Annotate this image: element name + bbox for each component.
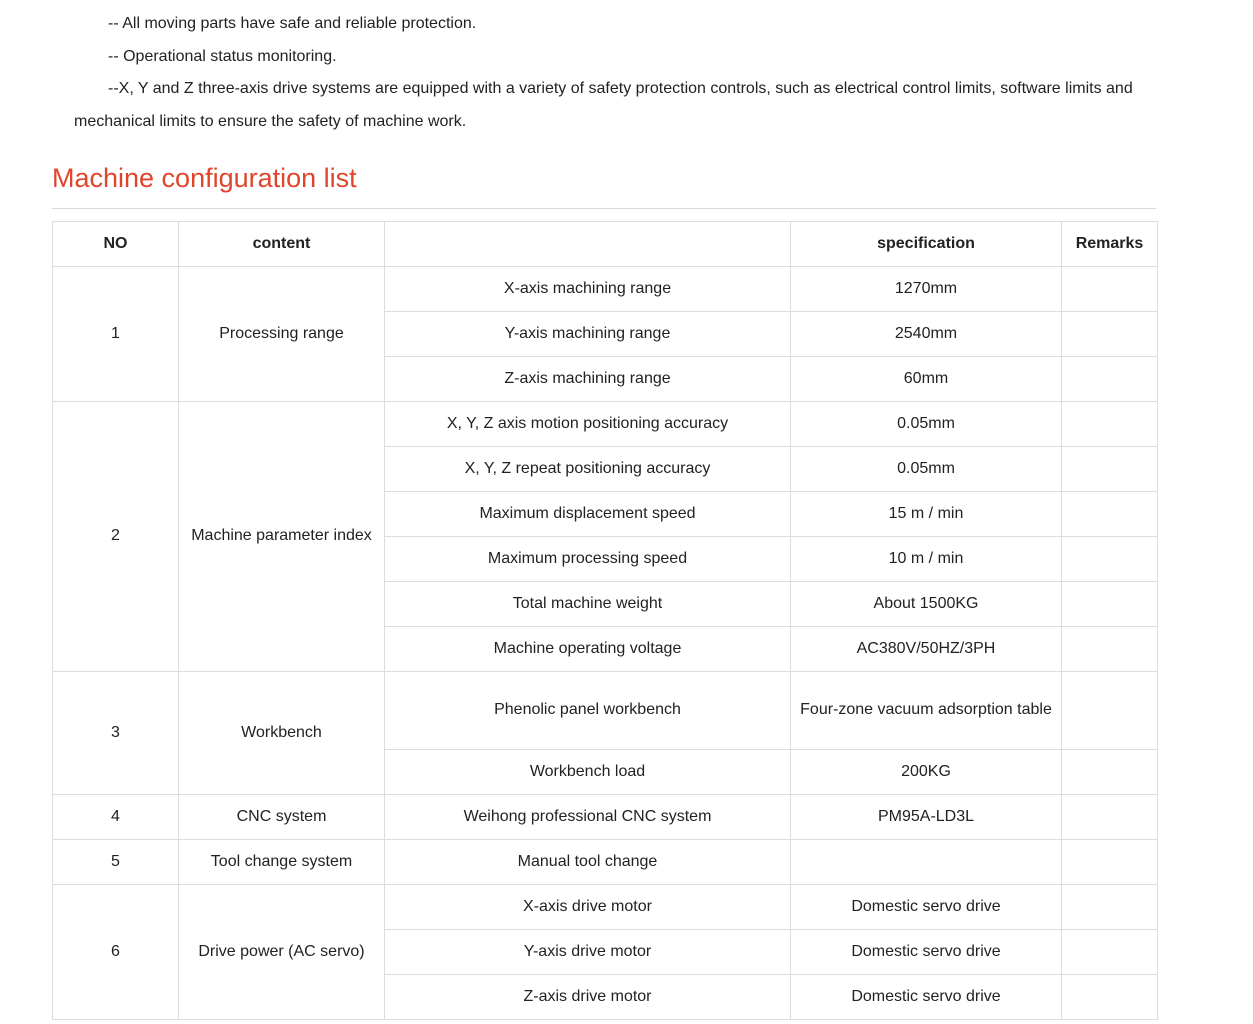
row-remarks bbox=[1062, 975, 1158, 1020]
header-item bbox=[385, 222, 791, 267]
header-content: content bbox=[179, 222, 385, 267]
row-spec: 1270mm bbox=[791, 267, 1062, 312]
table-row bbox=[53, 795, 1158, 840]
row-item: Weihong professional CNC system bbox=[385, 795, 791, 840]
group-content: CNC system bbox=[179, 795, 385, 840]
section-title: Machine configuration list bbox=[52, 163, 357, 193]
row-remarks bbox=[1062, 312, 1158, 357]
row-spec: About 1500KG bbox=[791, 582, 1062, 627]
row-remarks bbox=[1062, 492, 1158, 537]
group-no: 4 bbox=[53, 795, 179, 840]
table-row bbox=[53, 840, 1158, 885]
intro-line: -- All moving parts have safe and reliable protection. bbox=[108, 15, 477, 32]
row-spec bbox=[791, 840, 1062, 885]
row-remarks bbox=[1062, 537, 1158, 582]
row-spec: Domestic servo drive bbox=[791, 885, 1062, 930]
header-specification: specification bbox=[791, 222, 1062, 267]
row-spec: PM95A-LD3L bbox=[791, 795, 1062, 840]
row-item: Y-axis machining range bbox=[385, 312, 791, 357]
row-item: Y-axis drive motor bbox=[385, 930, 791, 975]
row-spec: Four-zone vacuum adsorption table bbox=[791, 672, 1062, 750]
group-content: Processing range bbox=[179, 267, 385, 402]
row-item: X-axis drive motor bbox=[385, 885, 791, 930]
row-remarks bbox=[1062, 357, 1158, 402]
title-divider bbox=[52, 208, 1156, 209]
row-item: Machine operating voltage bbox=[385, 627, 791, 672]
row-item: X, Y, Z repeat positioning accuracy bbox=[385, 447, 791, 492]
row-remarks bbox=[1062, 795, 1158, 840]
row-item: Total machine weight bbox=[385, 582, 791, 627]
row-remarks bbox=[1062, 447, 1158, 492]
row-remarks bbox=[1062, 627, 1158, 672]
table-header-row bbox=[53, 222, 1158, 267]
group-content: Machine parameter index bbox=[179, 402, 385, 672]
row-remarks bbox=[1062, 267, 1158, 312]
row-spec: Domestic servo drive bbox=[791, 975, 1062, 1020]
row-item: X-axis machining range bbox=[385, 267, 791, 312]
group-content: Workbench bbox=[179, 672, 385, 795]
row-spec: AC380V/50HZ/3PH bbox=[791, 627, 1062, 672]
row-spec: 15 m / min bbox=[791, 492, 1062, 537]
group-no: 5 bbox=[53, 840, 179, 885]
row-remarks bbox=[1062, 885, 1158, 930]
row-remarks bbox=[1062, 840, 1158, 885]
row-spec: 0.05mm bbox=[791, 447, 1062, 492]
group-content: Drive power (AC servo) bbox=[179, 885, 385, 1020]
table-row bbox=[53, 267, 1158, 312]
group-no: 1 bbox=[53, 267, 179, 402]
row-item: Manual tool change bbox=[385, 840, 791, 885]
row-spec: 200KG bbox=[791, 750, 1062, 795]
row-remarks bbox=[1062, 930, 1158, 975]
table-row bbox=[53, 885, 1158, 930]
group-no: 2 bbox=[53, 402, 179, 672]
row-spec: 10 m / min bbox=[791, 537, 1062, 582]
header-no: NO bbox=[53, 222, 179, 267]
row-item: Z-axis drive motor bbox=[385, 975, 791, 1020]
row-item: Workbench load bbox=[385, 750, 791, 795]
row-spec: 0.05mm bbox=[791, 402, 1062, 447]
row-item: Maximum displacement speed bbox=[385, 492, 791, 537]
intro-text bbox=[74, 8, 1164, 138]
row-item: Phenolic panel workbench bbox=[385, 672, 791, 750]
group-content: Tool change system bbox=[179, 840, 385, 885]
intro-line: --X, Y and Z three-axis drive systems are equipped with a variety of safety protection controls, such as electrical control limits, software limits and mechanical limits to ensure the safety of machine work. bbox=[74, 80, 1133, 130]
table-row bbox=[53, 672, 1158, 750]
group-no: 6 bbox=[53, 885, 179, 1020]
row-remarks bbox=[1062, 402, 1158, 447]
row-remarks bbox=[1062, 582, 1158, 627]
group-no: 3 bbox=[53, 672, 179, 795]
row-item: X, Y, Z axis motion positioning accuracy bbox=[385, 402, 791, 447]
row-item: Maximum processing speed bbox=[385, 537, 791, 582]
row-remarks bbox=[1062, 672, 1158, 750]
config-table bbox=[52, 221, 1158, 1020]
row-spec: 60mm bbox=[791, 357, 1062, 402]
table-row bbox=[53, 402, 1158, 447]
row-item: Z-axis machining range bbox=[385, 357, 791, 402]
intro-line: -- Operational status monitoring. bbox=[108, 47, 337, 65]
row-remarks bbox=[1062, 750, 1158, 795]
row-spec: Domestic servo drive bbox=[791, 930, 1062, 975]
row-spec: 2540mm bbox=[791, 312, 1062, 357]
header-remarks: Remarks bbox=[1062, 222, 1158, 267]
